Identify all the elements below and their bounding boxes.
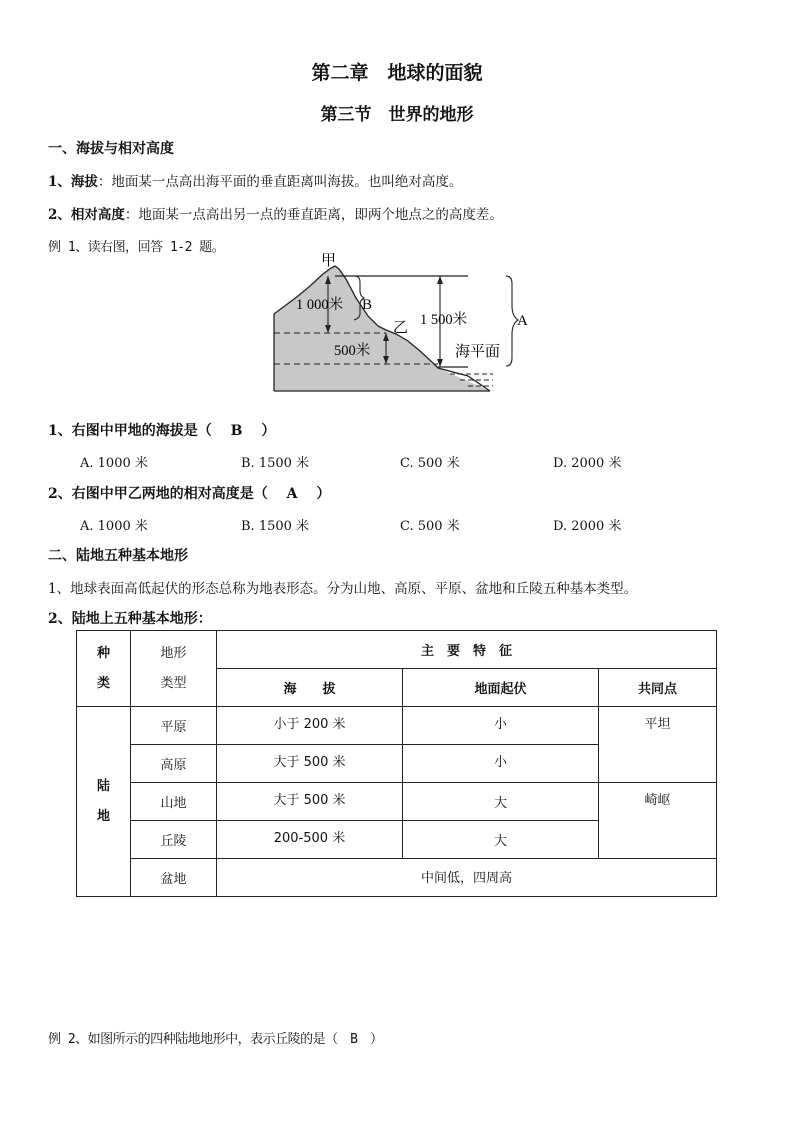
label-jia: 甲 [321, 253, 337, 269]
header-type-line1: 地形 [160, 645, 187, 661]
definition-altitude [48, 170, 462, 190]
question-2-option-a[interactable]: A. 1000 米 [80, 519, 148, 534]
label-1500: 1 500米 [420, 312, 468, 328]
question-1-option-b[interactable]: B. 1500 米 [241, 456, 310, 471]
label-1000: 1 000米 [296, 297, 344, 313]
definition-num: 2、 [48, 207, 71, 223]
cell-common-rugged: 崎岖 [599, 783, 717, 859]
header-type-line2: 类型 [160, 675, 187, 691]
cell-altitude-plateau: 大于 500 米 [217, 745, 403, 783]
header-altitude: 海 拔 [217, 669, 403, 707]
question-2-stem: 2、右图中甲乙两地的相对高度是（ A ） [48, 486, 331, 502]
cell-relief-hill: 大 [403, 821, 599, 859]
question-2-option-c[interactable]: C. 500 米 [400, 519, 460, 534]
section-title: 第三节 世界的地形 [320, 105, 474, 125]
question-2-option-b[interactable]: B. 1500 米 [241, 519, 310, 534]
header-kind [77, 631, 131, 707]
label-yi: 乙 [393, 320, 409, 336]
landform-table [76, 630, 717, 897]
part2-text1: 1、地球表面高低起伏的形态总称为地表形态。分为山地、高原、平原、盆地和丘陵五种基本类型。 [48, 581, 638, 597]
cell-type-basin: 盆地 [131, 859, 217, 897]
label-b: B [362, 297, 373, 313]
header-common: 共同点 [599, 669, 717, 707]
definition-num: 1、 [48, 174, 71, 190]
cell-type-hill: 丘陵 [131, 821, 217, 859]
part1-heading: 一、海拔与相对高度 [48, 141, 174, 157]
header-type [131, 631, 217, 707]
cell-land-line2: 地 [96, 808, 110, 824]
cell-altitude-mountain: 大于 500 米 [217, 783, 403, 821]
question-1-option-a[interactable]: A. 1000 米 [80, 456, 148, 471]
cell-altitude-plain: 小于 200 米 [217, 707, 403, 745]
cell-common-flat: 平坦 [599, 707, 717, 783]
definition-text: ：地面某一点高出另一点的垂直距离，即两个地点之的高度差。 [124, 207, 503, 223]
chapter-title: 第二章 地球的面貌 [311, 62, 483, 84]
question-1-stem: 1、右图中甲地的海拔是（ B ） [48, 423, 276, 439]
cell-land [77, 707, 131, 897]
definition-text: ：地面某一点高出海平面的垂直距离叫海拔。也叫绝对高度。 [97, 174, 463, 190]
label-a: A [517, 313, 528, 329]
cell-altitude-hill: 200-500 米 [217, 821, 403, 859]
sea-floor-fill [274, 364, 490, 391]
cell-relief-plateau: 小 [403, 745, 599, 783]
cell-land-line1: 陆 [96, 778, 110, 794]
header-kind-line2: 类 [96, 675, 110, 691]
example1-intro: 例 1、读右图，回答 1-2 题。 [48, 240, 225, 255]
cell-basin-features: 中间低，四周高 [217, 859, 717, 897]
label-500: 500米 [334, 343, 371, 359]
example2-question: 例 2、如图所示的四种陆地地形中，表示丘陵的是（ B ） [48, 1032, 383, 1047]
elevation-diagram [268, 246, 538, 396]
header-main-features: 主 要 特 征 [217, 631, 717, 669]
part2-text2: 2、陆地上五种基本地形： [48, 611, 212, 627]
question-1-option-d[interactable]: D. 2000 米 [553, 456, 622, 471]
cell-relief-plain: 小 [403, 707, 599, 745]
part2-heading: 二、陆地五种基本地形 [48, 548, 188, 564]
definition-term: 海拔 [70, 174, 98, 190]
cell-type-plain: 平原 [131, 707, 217, 745]
definition-term: 相对高度 [70, 207, 125, 223]
label-sea-level: 海平面 [455, 344, 501, 360]
cell-type-plateau: 高原 [131, 745, 217, 783]
definition-relative-height [48, 203, 503, 223]
header-kind-line1: 种 [96, 645, 110, 661]
header-relief: 地面起伏 [403, 669, 599, 707]
cell-relief-mountain: 大 [403, 783, 599, 821]
cell-type-mountain: 山地 [131, 783, 217, 821]
question-2-option-d[interactable]: D. 2000 米 [553, 519, 622, 534]
question-1-option-c[interactable]: C. 500 米 [400, 456, 460, 471]
